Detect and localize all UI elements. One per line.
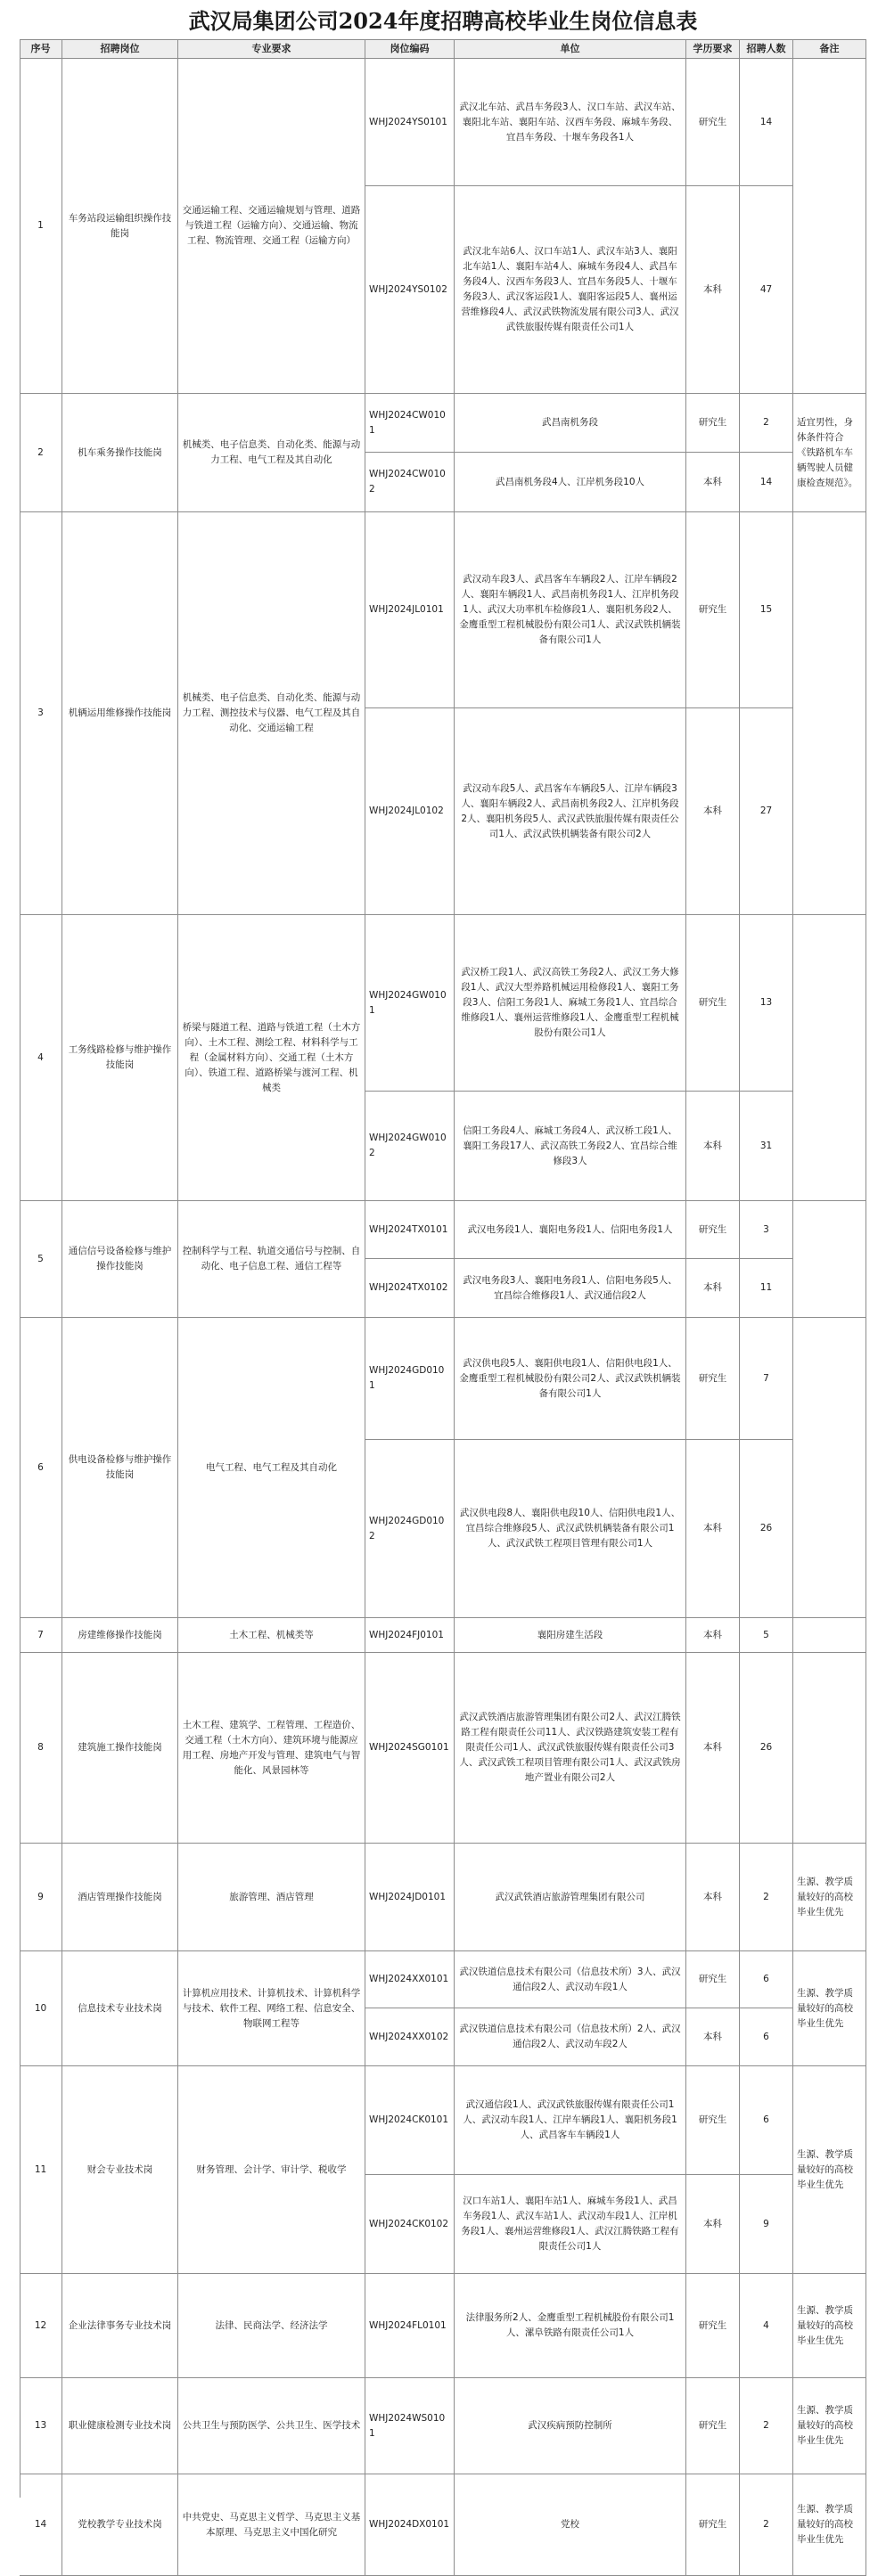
position-code: WHJ2024XX0101 <box>365 1951 455 2008</box>
education-requirement: 本科 <box>686 1440 740 1618</box>
headcount: 5 <box>740 1618 793 1653</box>
unit-list: 武汉动车段3人、武昌客车车辆段2人、江岸车辆段2人、襄阳车辆段1人、武昌南机务段1人、江岸机务段1人、武汉大功率机车检修段1人、襄阳机务段2人、金鹰重型工程机械股份有限公司1人、武汉武铁机辆装备有限公司1人 <box>455 512 686 708</box>
education-requirement: 研究生 <box>686 2474 740 2576</box>
headcount: 27 <box>740 708 793 915</box>
education-requirement: 研究生 <box>686 2274 740 2378</box>
unit-list: 武汉疾病预防控制所 <box>455 2378 686 2474</box>
position-code: WHJ2024DX0101 <box>365 2474 455 2576</box>
row-number: 2 <box>20 394 62 512</box>
position-code: WHJ2024CW0101 <box>365 394 455 453</box>
major-requirement: 交通运输工程、交通运输规划与管理、道路与铁道工程（运输方向）、交通运输、物流工程、物流管理、交通工程（运输方向） <box>178 59 365 394</box>
header-code: 岗位编码 <box>365 39 455 59</box>
education-requirement: 本科 <box>686 708 740 915</box>
unit-list: 信阳工务段4人、麻城工务段4人、武汉桥工段1人、襄阳工务段17人、武汉高铁工务段2人、宜昌综合维修段3人 <box>455 1092 686 1201</box>
major-requirement: 机械类、电子信息类、自动化类、能源与动力工程、电气工程及其自动化 <box>178 394 365 512</box>
headcount: 11 <box>740 1259 793 1318</box>
position-code: WHJ2024CK0102 <box>365 2175 455 2274</box>
unit-list: 武昌南机务段 <box>455 394 686 453</box>
position-name: 职业健康检测专业技术岗 <box>62 2378 178 2474</box>
position-code: WHJ2024WS0101 <box>365 2378 455 2474</box>
position-name: 供电设备检修与维护操作技能岗 <box>62 1318 178 1618</box>
position-name: 房建维修操作技能岗 <box>62 1618 178 1653</box>
education-requirement: 本科 <box>686 186 740 394</box>
position-name: 建筑施工操作技能岗 <box>62 1653 178 1844</box>
education-requirement: 本科 <box>686 1653 740 1844</box>
position-code: WHJ2024YS0101 <box>365 59 455 186</box>
header-unit: 单位 <box>455 39 686 59</box>
unit-list: 武汉桥工段1人、武汉高铁工务段2人、武汉工务大修段1人、武汉大型养路机械运用检修段1人、襄阳工务段3人、信阳工务段1人、麻城工务段1人、宜昌综合维修段1人、襄州运营维修段1人、金鹰重型工程机械股份有限公司1人 <box>455 915 686 1092</box>
position-code: WHJ2024TX0102 <box>365 1259 455 1318</box>
education-requirement: 研究生 <box>686 2066 740 2175</box>
header-major: 专业要求 <box>178 39 365 59</box>
unit-list: 汉口车站1人、襄阳车站1人、麻城车务段1人、武昌车务段1人、武汉车站1人、武汉动车段1人、江岸机务段1人、襄州运营维修段1人、武汉江腾铁路工程有限责任公司1人 <box>455 2175 686 2274</box>
page-title: 武汉局集团公司2024年度招聘高校毕业生岗位信息表 <box>188 7 698 34</box>
position-code: WHJ2024GW0101 <box>365 915 455 1092</box>
remark: 生源、教学质量较好的高校毕业生优先 <box>793 2066 866 2274</box>
headcount: 6 <box>740 1951 793 2008</box>
education-requirement: 研究生 <box>686 915 740 1092</box>
unit-list: 武汉电务段1人、襄阳电务段1人、信阳电务段1人 <box>455 1201 686 1259</box>
position-name: 信息技术专业技术岗 <box>62 1951 178 2066</box>
remark <box>793 59 866 394</box>
unit-list: 襄阳房建生活段 <box>455 1618 686 1653</box>
unit-list: 武汉武铁酒店旅游管理集团有限公司2人、武汉江腾铁路工程有限责任公司11人、武汉铁路建筑安装工程有限责任公司1人、武汉武铁旅服传媒有限责任公司3人、武汉武铁工程项目管理有限公司1人、武汉武铁房地产置业有限公司2人 <box>455 1653 686 1844</box>
education-requirement: 研究生 <box>686 394 740 453</box>
position-name: 酒店管理操作技能岗 <box>62 1844 178 1951</box>
header-note: 备注 <box>793 39 866 59</box>
header-no: 序号 <box>20 39 62 59</box>
remark <box>793 1318 866 1618</box>
remark: 生源、教学质量较好的高校毕业生优先 <box>793 1844 866 1951</box>
major-requirement: 控制科学与工程、轨道交通信号与控制、自动化、电子信息工程、通信工程等 <box>178 1201 365 1318</box>
position-name: 机辆运用维修操作技能岗 <box>62 512 178 915</box>
headcount: 15 <box>740 512 793 708</box>
row-number: 4 <box>20 915 62 1201</box>
education-requirement: 本科 <box>686 453 740 512</box>
unit-list: 法律服务所2人、金鹰重型工程机械股份有限公司1人、漯阜铁路有限责任公司1人 <box>455 2274 686 2378</box>
headcount: 6 <box>740 2066 793 2175</box>
major-requirement: 中共党史、马克思主义哲学、马克思主义基本原理、马克思主义中国化研究 <box>178 2474 365 2576</box>
headcount: 31 <box>740 1092 793 1201</box>
education-requirement: 本科 <box>686 1092 740 1201</box>
position-code: WHJ2024JL0101 <box>365 512 455 708</box>
major-requirement: 土木工程、建筑学、工程管理、工程造价、交通工程（土木方向）、建筑环境与能源应用工程、房地产开发与管理、建筑电气与智能化、风景园林等 <box>178 1653 365 1844</box>
headcount: 6 <box>740 2008 793 2066</box>
unit-list: 武汉通信段1人、武汉武铁旅服传媒有限责任公司1人、武汉动车段1人、江岸车辆段1人、襄阳机务段1人、武昌客车车辆段1人 <box>455 2066 686 2175</box>
position-code: WHJ2024TX0101 <box>365 1201 455 1259</box>
unit-list: 武汉北车站6人、汉口车站1人、武汉车站3人、襄阳北车站1人、襄阳车站4人、麻城车务段4人、武昌车务段4人、汉西车务段3人、宜昌车务段5人、十堰车务段3人、武汉客运段1人、襄阳客运段5人、襄州运营维修段4人、武汉武铁物流发展有限公司3人、武汉武铁旅服传媒有限责任公司1人 <box>455 186 686 394</box>
position-code: WHJ2024CW0102 <box>365 453 455 512</box>
position-name: 车务站段运输组织操作技能岗 <box>62 59 178 394</box>
row-number: 13 <box>20 2378 62 2474</box>
position-code: WHJ2024JD0101 <box>365 1844 455 1951</box>
position-name: 工务线路检修与维护操作技能岗 <box>62 915 178 1201</box>
position-name: 企业法律事务专业技术岗 <box>62 2274 178 2378</box>
unit-list: 武汉北车站、武昌车务段3人、汉口车站、武汉车站、襄阳北车站、襄阳车站、汉西车务段、麻城车务段、宜昌车务段、十堰车务段各1人 <box>455 59 686 186</box>
remark: 适宜男性，身体条件符合《铁路机车车辆驾驶人员健康检查规范》。 <box>793 394 866 512</box>
remark <box>793 512 866 915</box>
headcount: 2 <box>740 394 793 453</box>
unit-list: 武汉电务段3人、襄阳电务段1人、信阳电务段5人、宜昌综合维修段1人、武汉通信段2人 <box>455 1259 686 1318</box>
row-number: 7 <box>20 1618 62 1653</box>
education-requirement: 研究生 <box>686 1201 740 1259</box>
major-requirement: 法律、民商法学、经济法学 <box>178 2274 365 2378</box>
headcount: 2 <box>740 2378 793 2474</box>
position-code: WHJ2024FJ0101 <box>365 1618 455 1653</box>
remark: 生源、教学质量较好的高校毕业生优先 <box>793 2274 866 2378</box>
remark: 生源、教学质量较好的高校毕业生优先 <box>793 1951 866 2066</box>
row-number: 5 <box>20 1201 62 1318</box>
position-code: WHJ2024GW0102 <box>365 1092 455 1201</box>
position-name: 党校教学专业技术岗 <box>62 2474 178 2576</box>
remark <box>793 915 866 1201</box>
major-requirement: 机械类、电子信息类、自动化类、能源与动力工程、测控技术与仪器、电气工程及其自动化、交通运输工程 <box>178 512 365 915</box>
headcount: 26 <box>740 1653 793 1844</box>
headcount: 9 <box>740 2175 793 2274</box>
unit-list: 武汉铁道信息技术有限公司（信息技术所）2人、武汉通信段2人、武汉动车段2人 <box>455 2008 686 2066</box>
position-code: WHJ2024GD0102 <box>365 1440 455 1618</box>
remark <box>793 1653 866 1844</box>
row-number: 11 <box>20 2066 62 2274</box>
position-code: WHJ2024JL0102 <box>365 708 455 915</box>
major-requirement: 计算机应用技术、计算机技术、计算机科学与技术、软件工程、网络工程、信息安全、物联网工程等 <box>178 1951 365 2066</box>
row-number: 12 <box>20 2274 62 2378</box>
headcount: 3 <box>740 1201 793 1259</box>
position-name: 通信信号设备检修与维护操作技能岗 <box>62 1201 178 1318</box>
education-requirement: 本科 <box>686 1259 740 1318</box>
row-number: 3 <box>20 512 62 915</box>
headcount: 13 <box>740 915 793 1092</box>
position-name: 财会专业技术岗 <box>62 2066 178 2274</box>
major-requirement: 桥梁与隧道工程、道路与铁道工程（土木方向）、土木工程、测绘工程、材料科学与工程（金属材料方向）、交通工程（土木方向）、铁道工程、道路桥梁与渡河工程、机械类 <box>178 915 365 1201</box>
header-education: 学历要求 <box>686 39 740 59</box>
headcount: 2 <box>740 1844 793 1951</box>
unit-list: 武汉动车段5人、武昌客车车辆段5人、江岸车辆段3人、襄阳车辆段2人、武昌南机务段2人、江岸机务段2人、襄阳机务段5人、武汉武铁旅服传媒有限责任公司1人、武汉武铁机辆装备有限公司2人 <box>455 708 686 915</box>
headcount: 2 <box>740 2474 793 2576</box>
unit-list: 武汉供电段5人、襄阳供电段1人、信阳供电段1人、金鹰重型工程机械股份有限公司2人、武汉武铁机辆装备有限公司1人 <box>455 1318 686 1440</box>
unit-list: 武汉武铁酒店旅游管理集团有限公司 <box>455 1844 686 1951</box>
remark <box>793 1618 866 1653</box>
remark: 生源、教学质量较好的高校毕业生优先 <box>793 2378 866 2474</box>
row-number: 8 <box>20 1653 62 1844</box>
education-requirement: 本科 <box>686 2008 740 2066</box>
headcount: 26 <box>740 1440 793 1618</box>
row-number: 1 <box>20 59 62 394</box>
row-number: 14 <box>20 2474 62 2576</box>
position-code: WHJ2024FL0101 <box>365 2274 455 2378</box>
header-count: 招聘人数 <box>740 39 793 59</box>
education-requirement: 本科 <box>686 2175 740 2274</box>
education-requirement: 研究生 <box>686 1951 740 2008</box>
position-code: WHJ2024YS0102 <box>365 186 455 394</box>
remark <box>793 1201 866 1318</box>
unit-list: 武汉铁道信息技术有限公司（信息技术所）3人、武汉通信段2人、武汉动车段1人 <box>455 1951 686 2008</box>
headcount: 47 <box>740 186 793 394</box>
headcount: 7 <box>740 1318 793 1440</box>
recruitment-table <box>20 39 866 2545</box>
remark: 生源、教学质量较好的高校毕业生优先 <box>793 2474 866 2576</box>
position-code: WHJ2024SG0101 <box>365 1653 455 1844</box>
education-requirement: 本科 <box>686 1618 740 1653</box>
header-position: 招聘岗位 <box>62 39 178 59</box>
major-requirement: 电气工程、电气工程及其自动化 <box>178 1318 365 1618</box>
row-number: 10 <box>20 1951 62 2066</box>
position-code: WHJ2024XX0102 <box>365 2008 455 2066</box>
row-number: 6 <box>20 1318 62 1618</box>
unit-list: 武汉供电段8人、襄阳供电段10人、信阳供电段1人、宜昌综合维修段5人、武汉武铁机辆装备有限公司1人、武汉武铁工程项目管理有限公司1人 <box>455 1440 686 1618</box>
education-requirement: 研究生 <box>686 512 740 708</box>
major-requirement: 公共卫生与预防医学、公共卫生、医学技术 <box>178 2378 365 2474</box>
headcount: 14 <box>740 453 793 512</box>
education-requirement: 本科 <box>686 1844 740 1951</box>
unit-list: 武昌南机务段4人、江岸机务段10人 <box>455 453 686 512</box>
education-requirement: 研究生 <box>686 1318 740 1440</box>
major-requirement: 财务管理、会计学、审计学、税收学 <box>178 2066 365 2274</box>
education-requirement: 研究生 <box>686 2378 740 2474</box>
major-requirement: 旅游管理、酒店管理 <box>178 1844 365 1951</box>
position-name: 机车乘务操作技能岗 <box>62 394 178 512</box>
major-requirement: 土木工程、机械类等 <box>178 1618 365 1653</box>
headcount: 14 <box>740 59 793 186</box>
row-number: 9 <box>20 1844 62 1951</box>
position-code: WHJ2024GD0101 <box>365 1318 455 1440</box>
education-requirement: 研究生 <box>686 59 740 186</box>
position-code: WHJ2024CK0101 <box>365 2066 455 2175</box>
headcount: 4 <box>740 2274 793 2378</box>
unit-list: 党校 <box>455 2474 686 2576</box>
